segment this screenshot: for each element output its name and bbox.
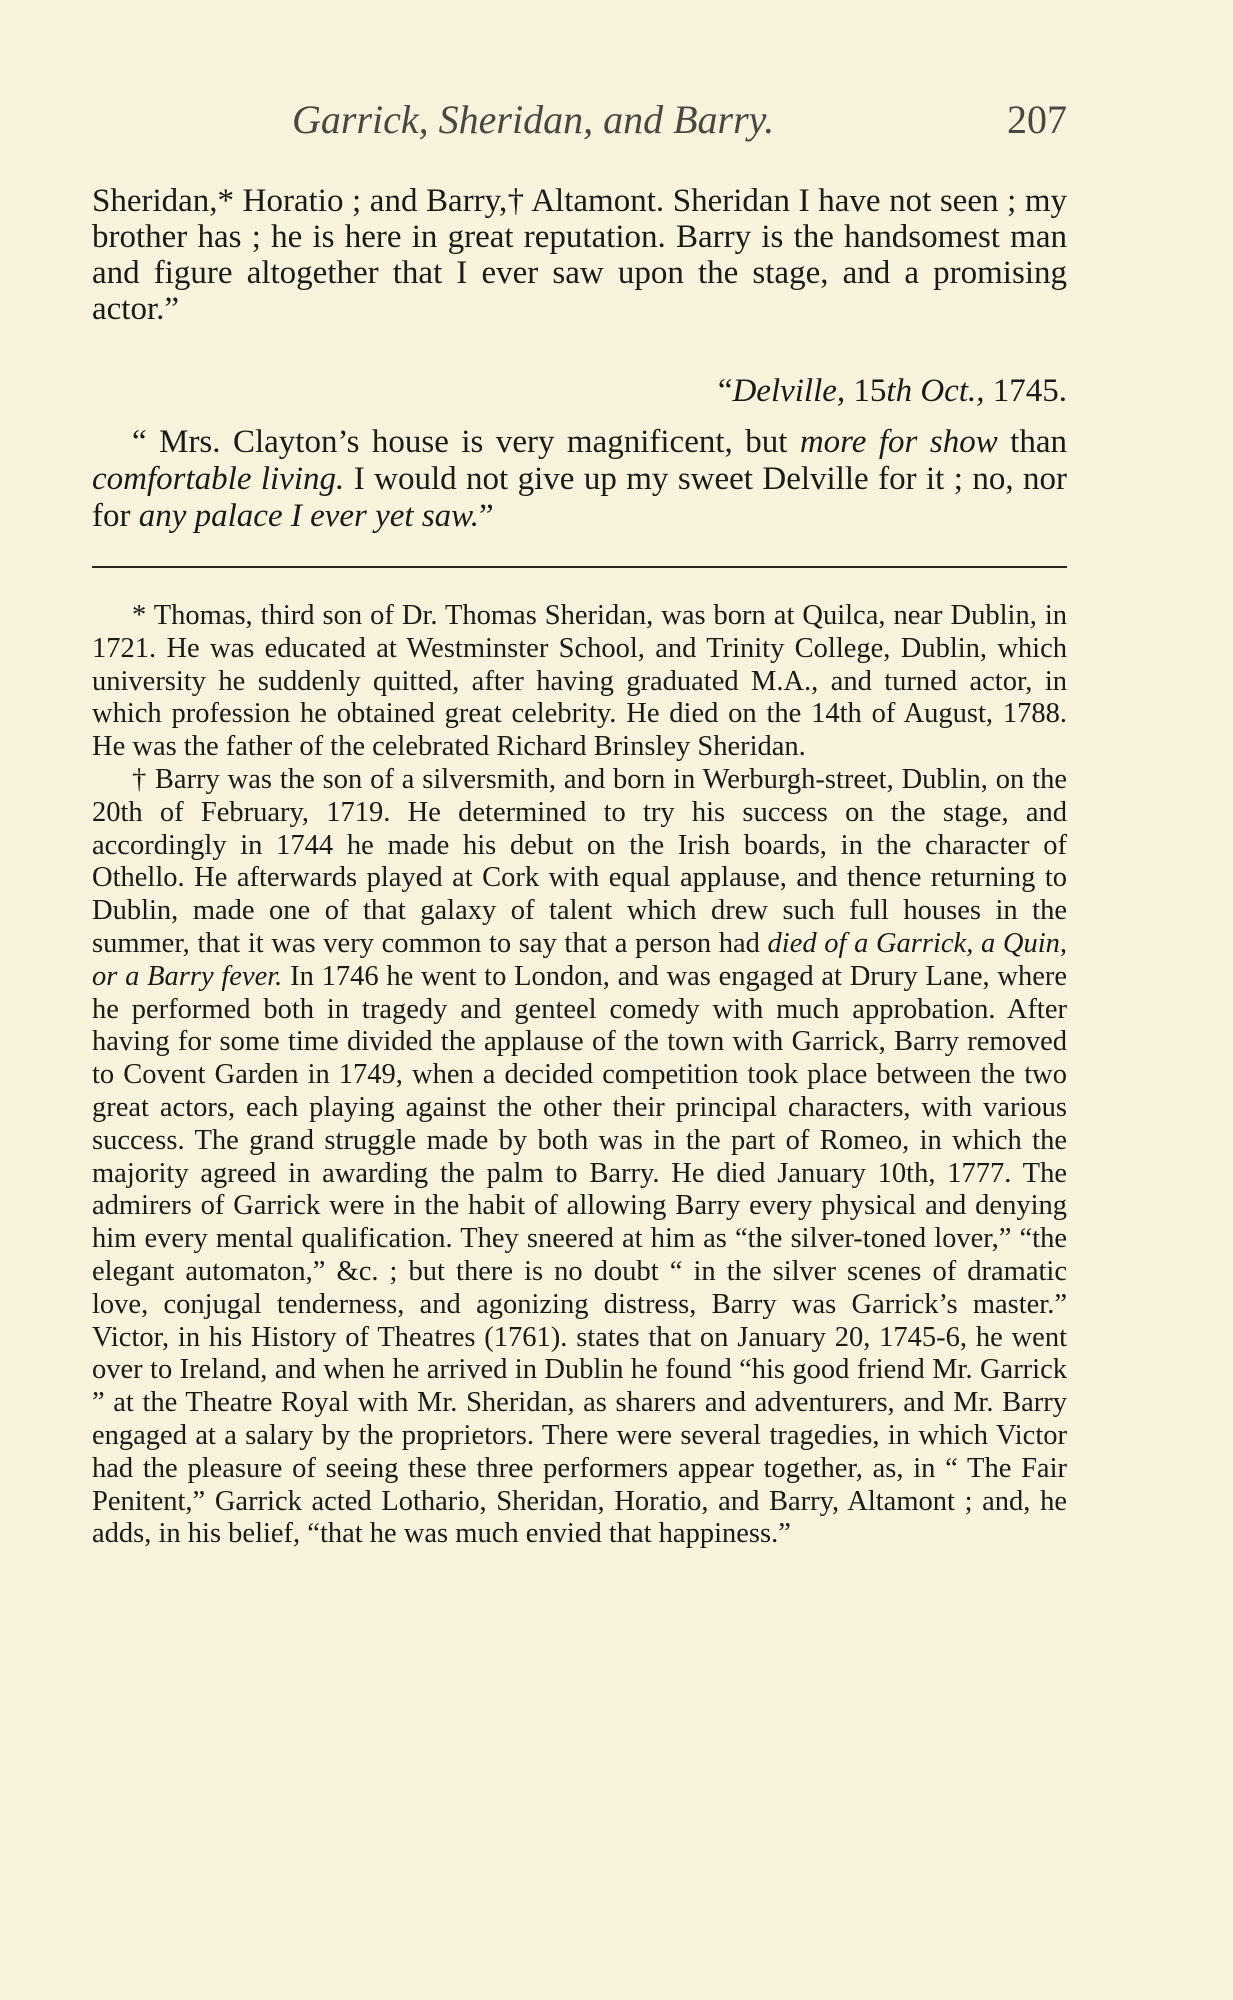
page-number: 207 — [1007, 97, 1067, 142]
footnote-sheridan: * Thomas, third son of Dr. Thomas Sheridan, was born at Quilca, near Dublin, in 1721. He was educated at Westminster School, and Trinity College, Dublin, which university he suddenly quitted, after having graduated M.A., and turned actor, in which profession he obtained great celebrity. He died on the 14th of August, 1788. He was the father of the celebrated Richard Brinsley Sheridan. — [92, 600, 1067, 763]
letter-paragraph — [92, 424, 1067, 535]
footnote-segment: † Barry was the son of a silversmith, and born in Werburgh-street, Dublin, on the 20th of February, 1719. He determined to try his success on the stage, and accordingly in 1744 he made his debut on the Irish boards, in the character of Othello. He afterwards played at Cork with equal applause, and thence returning to Dublin, made one of that galaxy of talent which drew such full houses in the summer, that it was very common to say that a person had — [92, 763, 1067, 959]
date-day-suffix: th — [886, 373, 913, 409]
running-title: Garrick, Sheridan, and Barry. — [292, 97, 775, 142]
letter-segment-italic: any palace I ever yet saw. — [138, 498, 479, 534]
date-month: Oct., — [920, 373, 985, 409]
page-header — [92, 96, 1067, 146]
letter-segment: I would not give up my sweet Delville for it ; no, nor for — [92, 461, 1067, 534]
date-year: 1745. — [992, 373, 1067, 409]
continuation-text: Sheridan,* Horatio ; and Barry,† Altamont. Sheridan I have not seen ; my brother has ; he is here in great reputation. Barry is the handsomest man and figure altogether that I ever saw upon the stage, and a promising actor.” — [92, 183, 1067, 327]
letter-segment: ” — [478, 498, 494, 534]
letter-segment-italic: more for show — [799, 424, 998, 460]
footnote-barry — [92, 764, 1067, 1551]
date-place: Delville, — [732, 373, 846, 409]
footnote-segment: In 1746 he went to London, and was engaged at Drury Lane, where he performed both in tragedy and genteel comedy with much approbation. After having for some time divided the applause of the town with Garrick, Barry removed to Covent Garden in 1749, when a decided competition took place between the two great actors, each playing against the other their principal characters, with various success. The grand struggle made by both was in the part of Romeo, in which the majority agreed in awarding the palm to Barry. He died January 10th, 1777. The admirers of Garrick were in the habit of allowing Barry every physical and denying him every mental qualification. They sneered at him as “the silver-toned lover,” “the elegant automaton,” &c. ; but there is no doubt “ in the silver scenes of dramatic love, conjugal tenderness, and agonizing distress, Barry was Garrick’s master.” Victor, in his History of Theatres (1761). states that on January 20, 1745-6, he went over to Ireland, and when he arrived in Dublin he found “his good friend Mr. Garrick ” at the Theatre Royal with Mr. Sheridan, as sharers and adventurers, and Mr. Barry engaged at a salary by the proprietors. There were several tragedies, in which Victor had the pleasure of seeing these three performers appear together, as, in “ The Fair Penitent,” Garrick acted Lothario, Sheridan, Horatio, and Barry, Altamont ; and, he adds, in his belief, “that he was much envied that happiness.” — [92, 960, 1068, 1550]
footnote-rule — [92, 566, 1067, 568]
footnote-segment-italic: died of a Garrick, a Quin, or a Barry fever. — [92, 927, 1068, 992]
letter-dateline — [718, 373, 1067, 410]
letter-segment: “ Mrs. Clayton’s house is very magnificent, but — [132, 424, 800, 460]
date-open-quote: “ — [717, 373, 733, 409]
date-day-number: 15 — [853, 373, 887, 409]
letter-segment: than — [997, 424, 1067, 460]
continuation-paragraph — [92, 183, 1067, 327]
footnotes — [92, 600, 1067, 1551]
letter-segment-italic: comfortable living. — [92, 461, 345, 497]
